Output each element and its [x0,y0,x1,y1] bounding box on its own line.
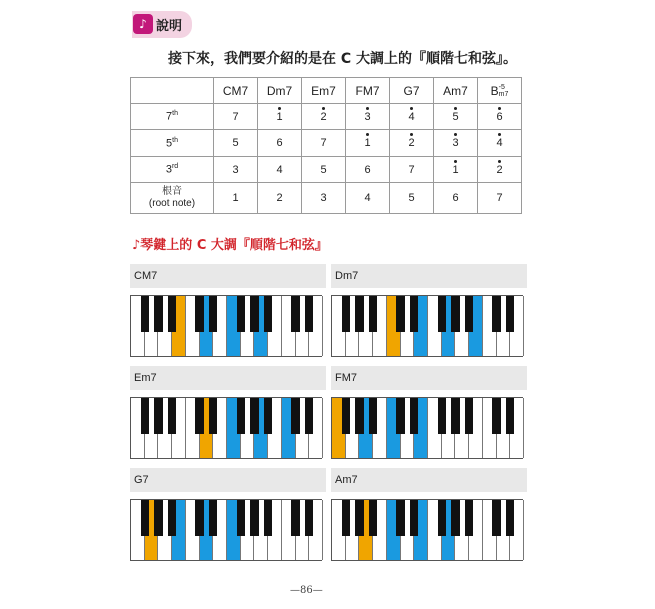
chord-name-label: CM7 [130,264,326,288]
black-key [250,500,258,536]
chord-keyboard-dm7 [331,264,527,357]
black-key [264,500,272,536]
black-key [396,500,404,536]
black-key [438,500,446,536]
piano-keyboard [331,295,523,357]
root-note-cell: 4 [346,183,390,214]
table-cell: 5 [214,130,258,156]
black-key [465,500,473,536]
black-key [355,296,363,332]
chord-name-label: G7 [130,468,326,492]
black-key [195,500,203,536]
black-key [438,398,446,434]
black-key [141,398,149,434]
root-note-cell: 1 [214,183,258,214]
interval-label: 3rd [131,156,214,182]
section-badge-label: 說明 [156,19,183,34]
black-key [369,296,377,332]
table-cell: 6 [258,130,302,156]
table-cell: 2 [390,130,434,156]
black-key [154,500,162,536]
black-key [492,296,500,332]
intro-text: 接下來，我們要介紹的是在 C 大調上的『順階七和弦』。 [168,51,518,67]
black-key [410,398,418,434]
page-number: 86 [300,585,313,596]
chord-name-label: Dm7 [331,264,527,288]
root-note-label: 根音 (root note) [131,183,214,214]
black-key [355,500,363,536]
black-key [305,500,313,536]
black-key [237,398,245,434]
black-key [465,296,473,332]
black-key [342,296,350,332]
root-note-cell: 6 [434,183,478,214]
root-note-cell: 7 [478,183,522,214]
black-key [237,296,245,332]
black-key [195,296,203,332]
root-note-cell: 2 [258,183,302,214]
black-key [465,398,473,434]
table-cell: 7 [302,130,346,156]
table-cell: 4 [390,104,434,130]
table-cell: 2 [302,104,346,130]
piano-keyboard [331,397,523,459]
black-key [305,398,313,434]
table-row [131,130,522,156]
root-note-cell: 5 [390,183,434,214]
black-key [264,296,272,332]
black-key [250,296,258,332]
black-key [209,500,217,536]
black-key [410,500,418,536]
black-key [506,398,514,434]
black-key [451,296,459,332]
black-key [438,296,446,332]
table-cell: 3 [346,104,390,130]
table-cell: 3 [214,156,258,182]
table-cell: 4 [258,156,302,182]
table-cell: 4 [478,130,522,156]
black-key [168,500,176,536]
black-key [195,398,203,434]
black-key [451,500,459,536]
table-cell: 7 [390,156,434,182]
black-key [305,296,313,332]
table-cell: 1 [258,104,302,130]
black-key [291,398,299,434]
table-header-cell: Dm7 [258,78,302,104]
table-header-row [131,78,522,104]
black-key [396,398,404,434]
black-key [506,500,514,536]
table-header-cell: G7 [390,78,434,104]
table-row [131,104,522,130]
black-key [506,296,514,332]
table-corner-cell [131,78,214,104]
table-cell: 7 [214,104,258,130]
black-key [168,398,176,434]
black-key [369,500,377,536]
black-key [342,398,350,434]
black-key [410,296,418,332]
piano-icon: ♪ [133,14,153,34]
table-cell: 6 [346,156,390,182]
black-key [451,398,459,434]
black-key [291,296,299,332]
chord-keyboard-fm7 [331,366,527,459]
black-key [154,398,162,434]
black-key [141,500,149,536]
black-key [355,398,363,434]
table-cell: 3 [434,130,478,156]
root-note-row [131,183,522,214]
black-key [291,500,299,536]
table-cell: 1 [346,130,390,156]
black-key [209,296,217,332]
black-key [237,500,245,536]
table-header-cell: FM7 [346,78,390,104]
keyboard-section-title: ♪琴鍵上的 C 大調『順階七和弦』 [132,238,328,253]
page-footer: —86— [290,585,323,596]
piano-keyboard [331,499,523,561]
table-cell: 6 [478,104,522,130]
table-row [131,156,522,182]
black-key [250,398,258,434]
chord-keyboard-g7 [130,468,326,561]
interval-label: 7th [131,104,214,130]
table-cell: 5 [434,104,478,130]
chord-keyboard-em7 [130,366,326,459]
black-key [141,296,149,332]
chord-name-label: FM7 [331,366,527,390]
table-header-cell: Em7 [302,78,346,104]
black-key [396,296,404,332]
root-note-cell: 3 [302,183,346,214]
black-key [492,398,500,434]
black-key [369,398,377,434]
chord-name-label: Em7 [130,366,326,390]
black-key [492,500,500,536]
table-header-cell: CM7 [214,78,258,104]
piano-keyboard [130,397,322,459]
black-key [168,296,176,332]
table-header-cell: Am7 [434,78,478,104]
black-key [209,398,217,434]
black-key [264,398,272,434]
chord-keyboard-cm7 [130,264,326,357]
chord-table [130,77,522,214]
chord-name-label: Am7 [331,468,527,492]
table-header-cell-bm7b5: B-5 m7 [478,78,522,104]
table-cell: 5 [302,156,346,182]
black-key [342,500,350,536]
chord-keyboard-am7 [331,468,527,561]
piano-keyboard [130,295,322,357]
section-badge [132,11,192,38]
table-cell: 2 [478,156,522,182]
piano-keyboard [130,499,322,561]
interval-label: 5th [131,130,214,156]
black-key [154,296,162,332]
table-cell: 1 [434,156,478,182]
